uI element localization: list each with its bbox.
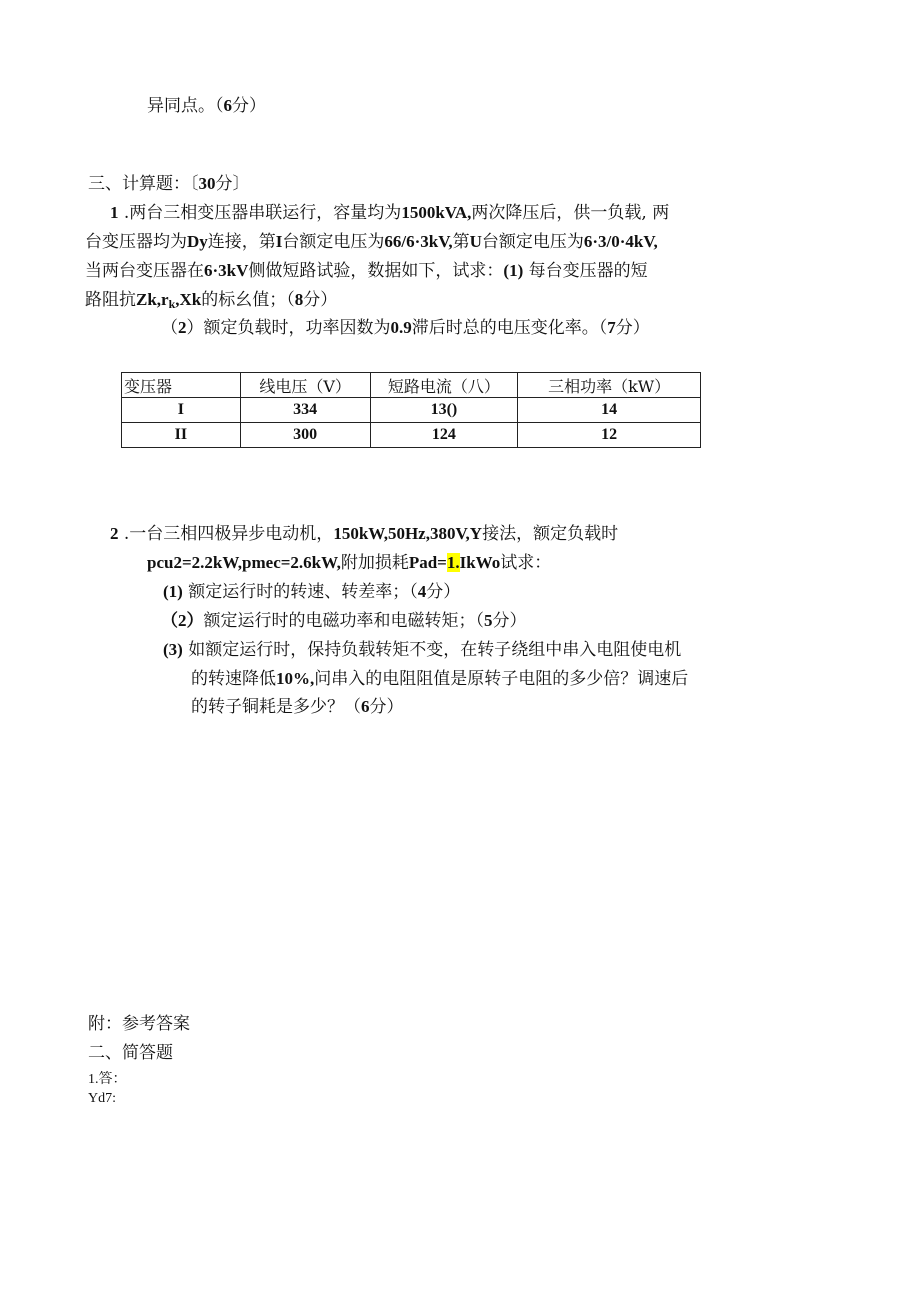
q2-sub-3-line-1: (3) 如额定运行时，保持负载转矩不变，在转子绕组中串入电阻使电机 xyxy=(163,640,682,660)
table-header: 线电压（V） xyxy=(240,373,370,398)
table-cell: 13() xyxy=(370,398,518,423)
answer-yd7-label: Yd7: xyxy=(88,1091,116,1106)
q1-line-1: 1 .两台三相变压器串联运行，容量均为1500kVA,两次降压后，供一负载, 两 xyxy=(110,203,670,223)
q2-line-1: 2 .一台三相四极异步电动机，150kW,50Hz,380V,Y接法，额定负载时 xyxy=(110,524,619,544)
q2-sub-3-line-3: 的转子铜耗是多少？（6分） xyxy=(191,697,404,717)
q1-line-5: （2）额定负载时，功率因数为0.9滞后时总的电压变化率。（7分） xyxy=(161,318,650,338)
table-row xyxy=(122,398,701,423)
appendix-section-2: 二、简答题 xyxy=(88,1043,173,1063)
table-cell: I xyxy=(122,398,241,423)
table-cell: 12 xyxy=(518,423,701,448)
table-header-row xyxy=(122,373,701,398)
table-cell: II xyxy=(122,423,241,448)
q1-line-4: 路阻抗Zk,rk,Xk的标幺值；（8分） xyxy=(85,290,338,311)
q2-sub-3-line-2: 的转速降低10%,问串入的电阻阻值是原转子电阻的多少倍？调速后 xyxy=(191,669,689,689)
appendix-title: 附：参考答案 xyxy=(88,1014,190,1034)
table-cell: 124 xyxy=(370,423,518,448)
table-header: 三相功率（kW） xyxy=(518,373,701,398)
top-line: 异同点。（6分） xyxy=(147,96,266,116)
answer-1-label: 1.答： xyxy=(88,1072,127,1087)
q1-line-2: 台变压器均为Dy连接，第I台额定电压为66/6·3kV,第U台额定电压为6·3/0·4kV, xyxy=(85,232,658,252)
section-3-title: 三、计算题：〔30分〕 xyxy=(88,174,250,194)
highlighted-value: 1. xyxy=(446,553,460,572)
table-cell: 14 xyxy=(518,398,701,423)
short-circuit-table xyxy=(121,372,701,448)
q2-sub-2: （2）额定运行时的电磁功率和电磁转矩；（5分） xyxy=(161,611,527,631)
table-header: 变压器 xyxy=(122,373,241,398)
q1-line-3: 当两台变压器在6·3kV侧做短路试验，数据如下，试求：(1) 每台变压器的短 xyxy=(85,261,648,281)
table-header: 短路电流（八） xyxy=(370,373,518,398)
q2-line-2: pcu2=2.2kW,pmec=2.6kW,附加损耗Pad=1.IkWo试求： xyxy=(147,553,552,573)
q2-sub-1: (1) 额定运行时的转速、转差率；（4分） xyxy=(163,582,461,602)
table-cell: 300 xyxy=(240,423,370,448)
table-row xyxy=(122,423,701,448)
table-cell: 334 xyxy=(240,398,370,423)
